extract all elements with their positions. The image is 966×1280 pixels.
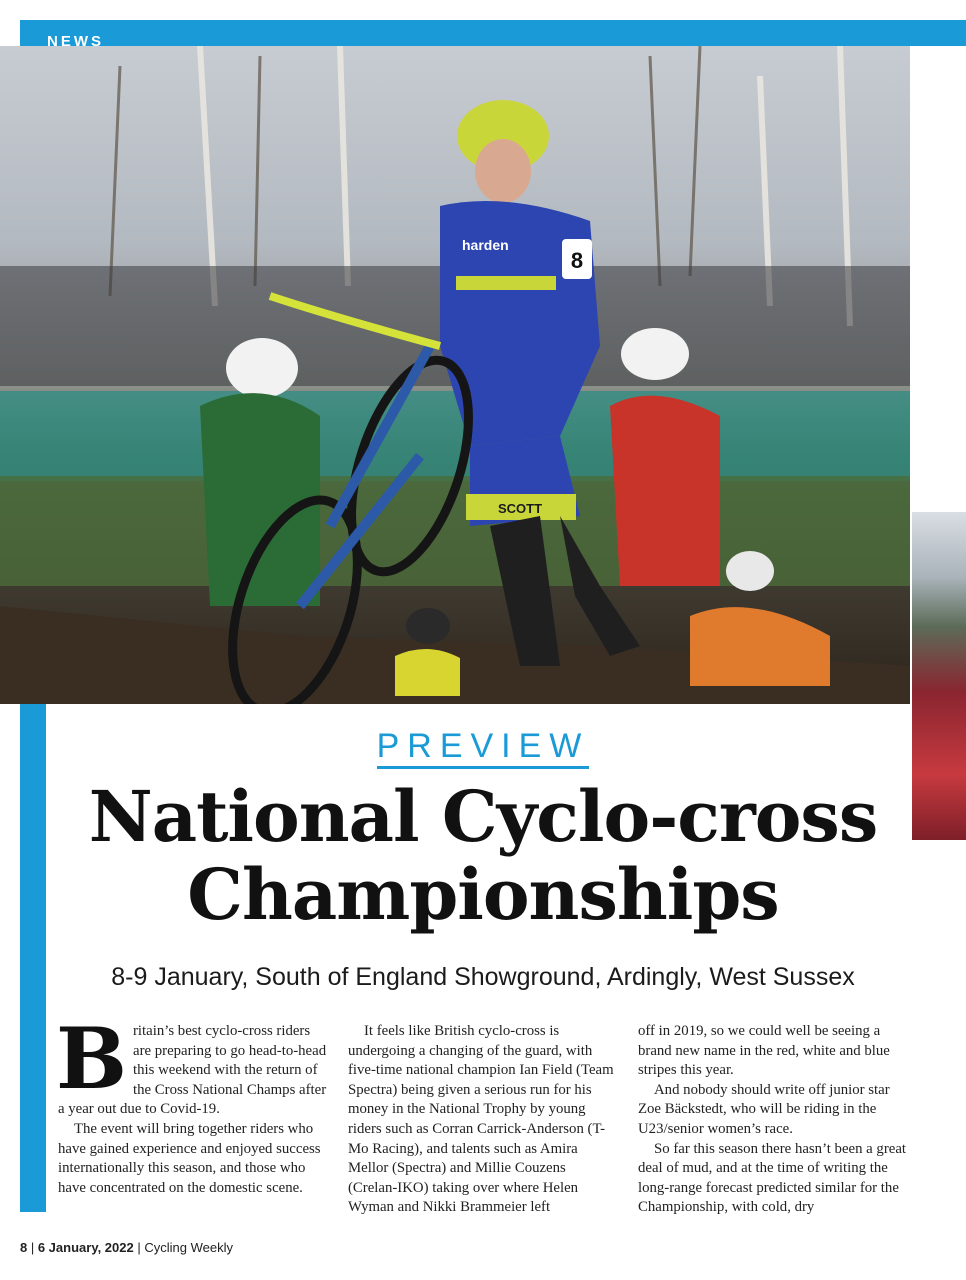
article-kicker-text: PREVIEW <box>377 727 590 769</box>
drop-cap: B <box>56 1009 127 1108</box>
publication-name: Cycling Weekly <box>144 1240 233 1255</box>
shorts-sponsor-text: SCOTT <box>497 501 543 516</box>
page-number: 8 <box>20 1240 28 1255</box>
issue-date: 6 January, 2022 <box>37 1240 134 1255</box>
page-footer: 8 | 6 January, 2022 | Cycling Weekly <box>20 1240 233 1255</box>
article-subhead: 8-9 January, South of England Showground, Ardingly, West Sussex <box>111 963 855 991</box>
headline-line-2: Championships <box>187 853 779 936</box>
hero-photo <box>0 46 910 704</box>
headline-line-1: National Cyclo-cross <box>88 775 878 858</box>
body-paragraph: And nobody should write off junior star Zoe Bäckstedt, who will be riding in the U23/senior women’s race. <box>638 1081 890 1137</box>
body-paragraph: So far this season there hasn’t been a great deal of mud, and at the time of writing the long-range forecast predicted similar for the Championship, with cold, dry <box>638 1140 907 1216</box>
article-body <box>56 1009 908 1222</box>
body-paragraph: ritain’s best cyclo-cross riders are preparing to go head-to-head this weekend with the return of the Cross National Champs after a year out due to Covid-19. <box>58 1023 327 1118</box>
body-column-3 <box>638 1022 908 1218</box>
body-column-1 <box>56 1009 328 1198</box>
article-kicker <box>0 727 966 766</box>
body-paragraph: off in 2019, so we could well be seeing a brand new name in the red, white and blue stripes this year. <box>638 1023 890 1079</box>
section-label: NEWS <box>47 33 104 50</box>
frame-top-bar <box>20 20 966 46</box>
body-paragraph: It feels like British cyclo-cross is undergoing a changing of the guard, with five-time national champion Ian Field (Team Spectra) being given a serious run for his money in the National Trophy by young riders such as Corran Carrick-Anderson (T-Mo Racing), and talents such as Amira Mellor (Spectra) and Millie Couzens (Crelan-IKO) taking over where Helen Wyman and Nikki Brammeier left <box>348 1023 614 1216</box>
jersey-sponsor-text: harden <box>462 237 509 253</box>
body-paragraph: The event will bring together riders who have gained experience and enjoyed success internationally this season, and those who have concentrated on the domestic scene. <box>58 1120 321 1196</box>
hero-photo-illustration <box>0 46 910 704</box>
body-column-2 <box>348 1022 618 1218</box>
jersey-number: 8 <box>570 248 584 273</box>
article-headline <box>0 775 966 936</box>
